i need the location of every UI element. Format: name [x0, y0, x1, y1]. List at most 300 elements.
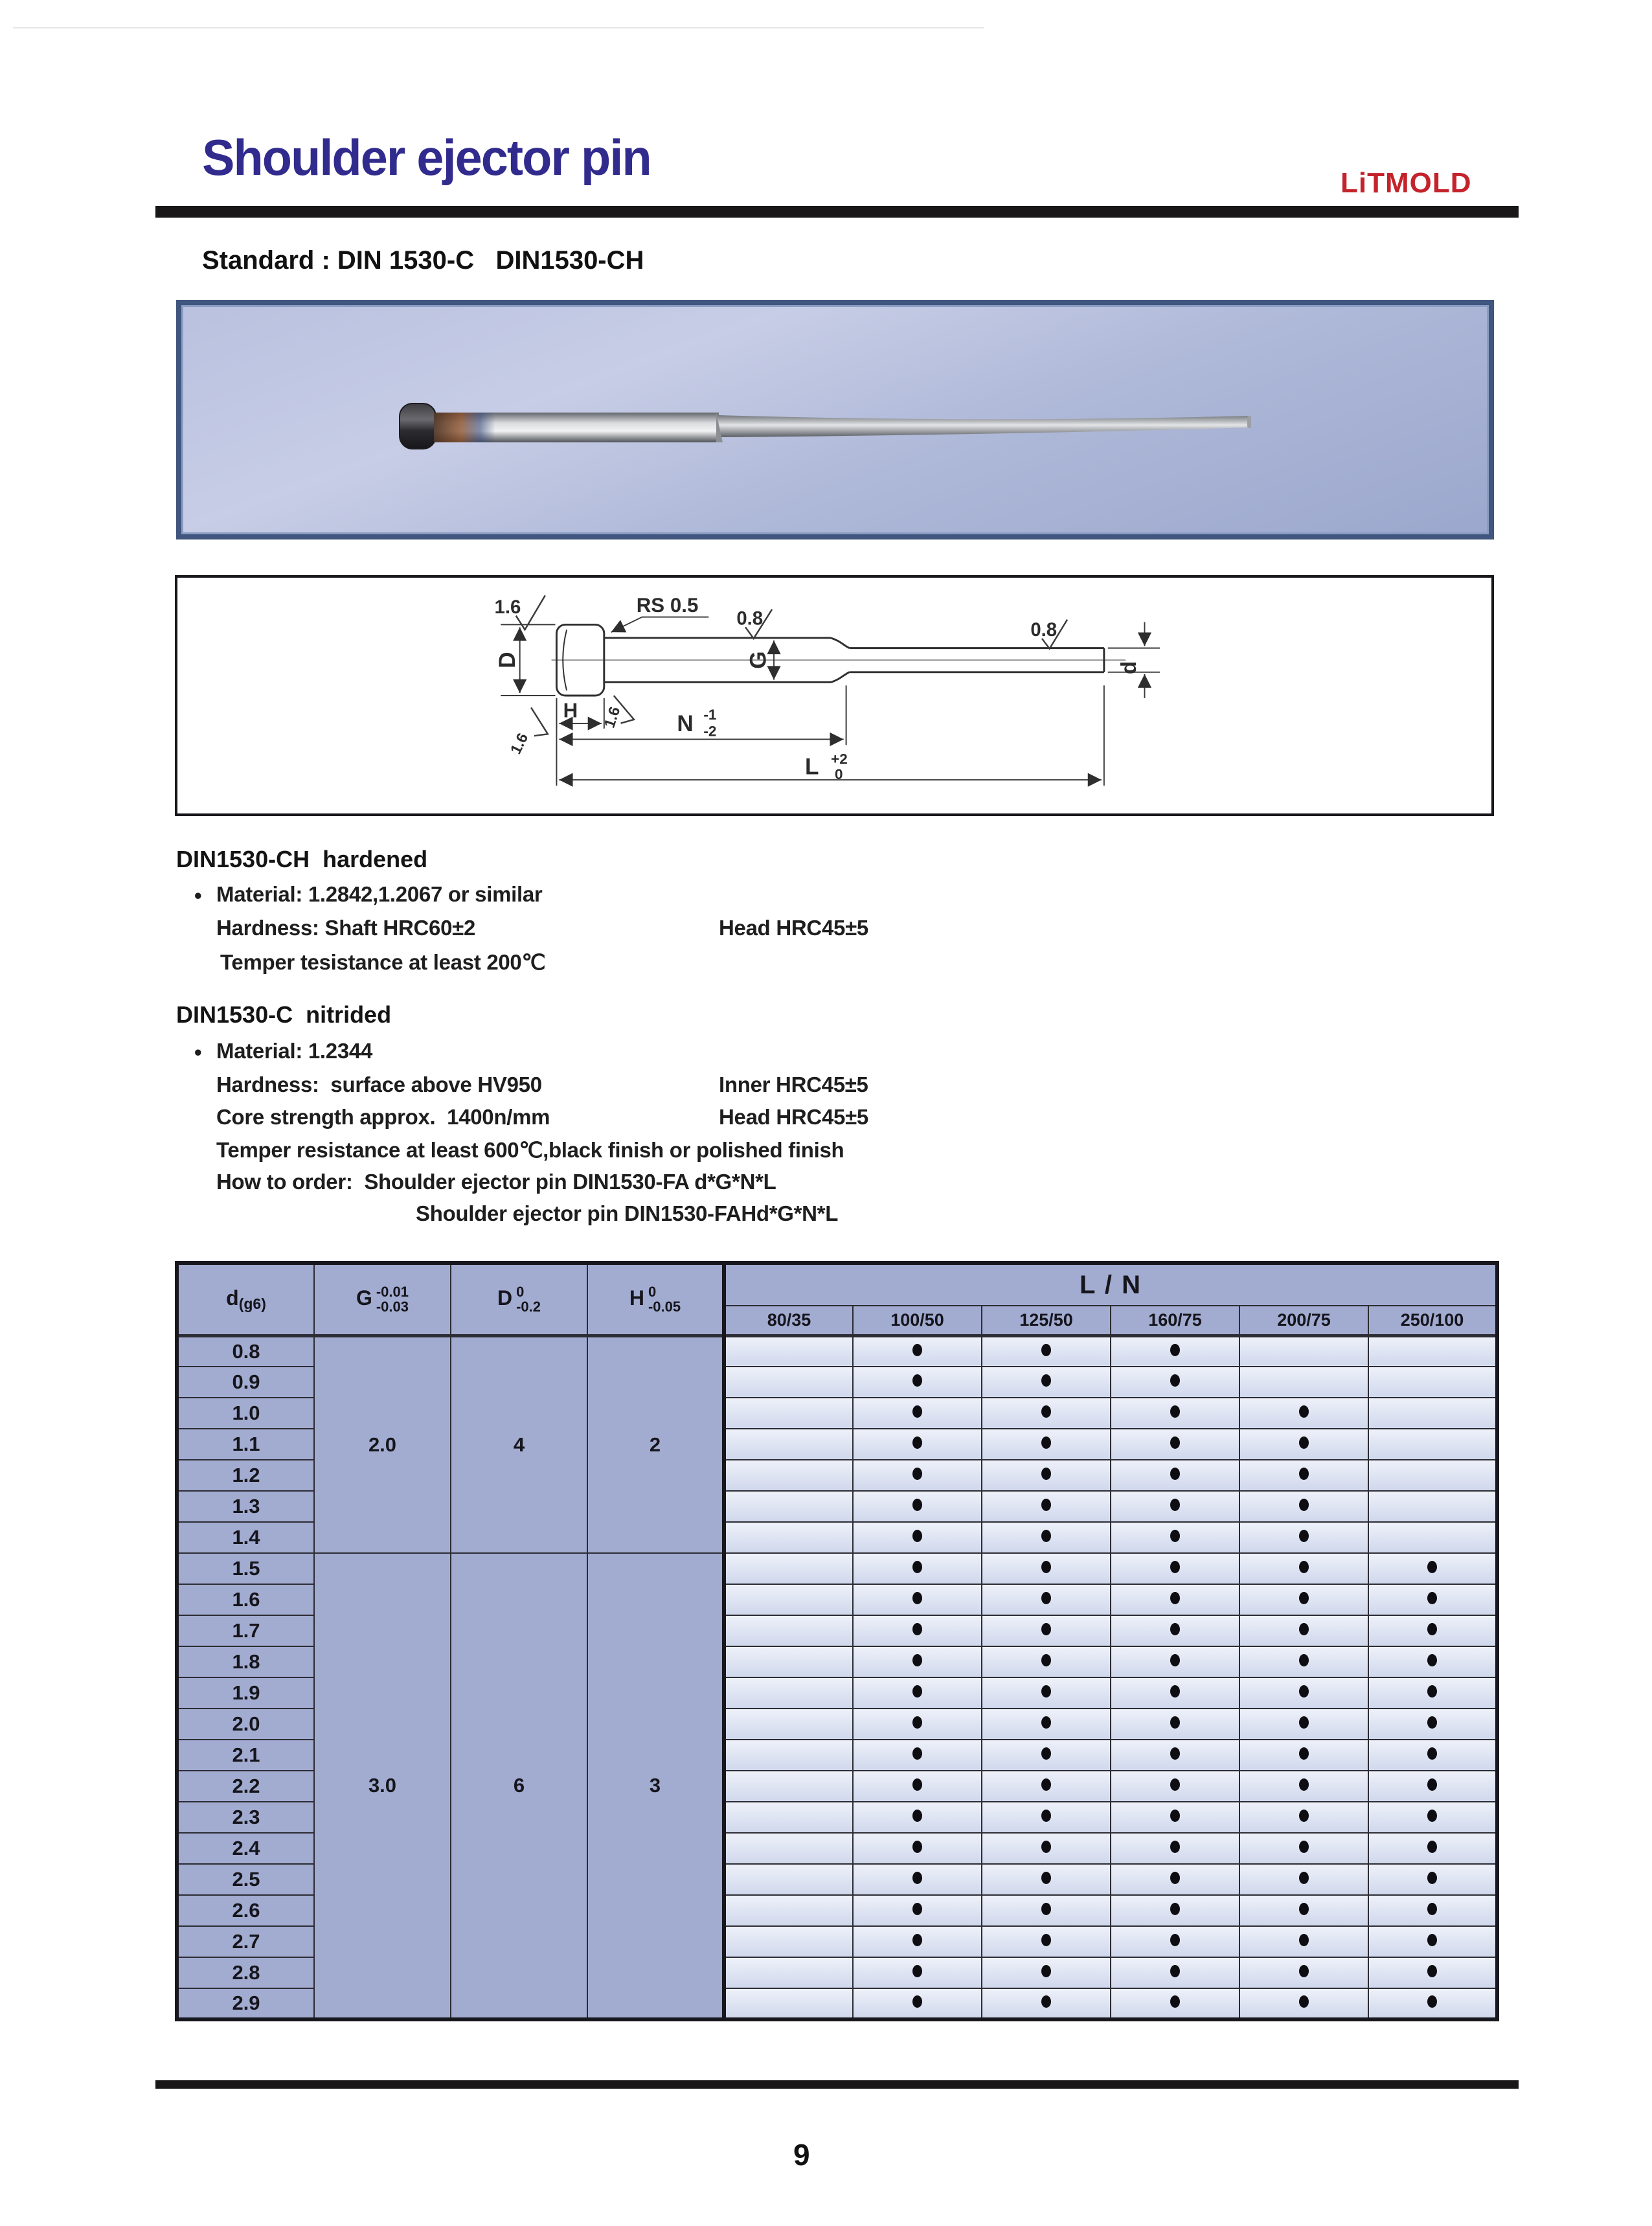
d-value-cell: 1.0	[177, 1398, 314, 1429]
d-value-cell: 1.5	[177, 1553, 314, 1584]
avail-cell	[982, 1957, 1111, 1988]
dot-icon	[912, 1965, 922, 1977]
avail-cell	[724, 1864, 853, 1895]
avail-cell	[1111, 1367, 1239, 1398]
avail-cell	[1239, 1491, 1368, 1522]
d-value-cell: 2.8	[177, 1957, 314, 1988]
col-header-100/50: 100/50	[853, 1306, 982, 1335]
dot-icon	[1041, 1530, 1051, 1542]
dot-icon	[1041, 1405, 1051, 1418]
dot-icon	[1041, 1965, 1051, 1977]
dot-icon	[1170, 1374, 1180, 1387]
avail-cell	[853, 1398, 982, 1429]
dot-icon	[1041, 1685, 1051, 1698]
dot-icon	[1041, 1437, 1051, 1449]
avail-cell	[1111, 1460, 1239, 1491]
avail-cell	[1368, 1926, 1497, 1957]
avail-cell	[982, 1522, 1111, 1553]
label-l-tol-lower: 0	[834, 766, 843, 783]
nitrided-temper: Temper resistance at least 600℃,black finish or polished finish	[216, 1138, 844, 1162]
dot-icon	[912, 1995, 922, 2008]
avail-cell	[982, 1771, 1111, 1802]
avail-cell	[1239, 1335, 1368, 1367]
dot-icon	[912, 1685, 922, 1698]
dot-icon	[1427, 1778, 1437, 1791]
col-header-G	[314, 1263, 451, 1335]
dot-icon	[1427, 1965, 1437, 1977]
dot-icon	[912, 1716, 922, 1729]
avail-cell	[982, 1615, 1111, 1646]
label-n-tol-upper: -1	[703, 707, 717, 723]
dot-icon	[1170, 1872, 1180, 1884]
col-header-G-tolerance: -0.01 -0.03	[376, 1283, 409, 1315]
avail-cell	[853, 1367, 982, 1398]
dot-icon	[1299, 1530, 1309, 1542]
dot-icon	[912, 1468, 922, 1480]
dot-icon	[1427, 1934, 1437, 1946]
avail-cell	[1239, 1988, 1368, 2019]
avail-cell	[1111, 1864, 1239, 1895]
avail-cell	[853, 1988, 982, 2019]
dot-icon	[1299, 1499, 1309, 1511]
group-D-value: 6	[451, 1553, 587, 2019]
dot-icon	[1041, 1778, 1051, 1791]
avail-cell	[724, 1615, 853, 1646]
dot-icon	[1427, 1995, 1437, 2008]
avail-cell	[724, 1491, 853, 1522]
avail-cell	[1368, 1988, 1497, 2019]
avail-cell	[1368, 1833, 1497, 1864]
dot-icon	[1299, 1995, 1309, 2008]
avail-cell	[724, 1709, 853, 1740]
label-finish-head-left: 1.6	[506, 730, 532, 757]
d-value-cell: 1.8	[177, 1646, 314, 1677]
avail-cell	[724, 1771, 853, 1802]
avail-cell	[724, 1646, 853, 1677]
page-title: Shoulder ejector pin	[202, 129, 651, 186]
dot-icon	[1170, 1934, 1180, 1946]
dot-icon	[1299, 1934, 1309, 1946]
d-value-cell: 2.4	[177, 1833, 314, 1864]
hardened-temper: Temper tesistance at least 200℃	[220, 950, 546, 974]
dot-icon	[1041, 1499, 1051, 1511]
avail-cell	[1239, 1522, 1368, 1553]
dot-icon	[912, 1405, 922, 1418]
dot-icon	[1170, 1530, 1180, 1542]
avail-cell	[1368, 1367, 1497, 1398]
dot-icon	[1170, 1561, 1180, 1573]
hardened-hardness: Hardness: Shaft HRC60±2	[216, 916, 475, 940]
avail-cell	[724, 1833, 853, 1864]
dot-icon	[912, 1872, 922, 1884]
avail-cell	[1111, 1646, 1239, 1677]
dot-icon	[1427, 1841, 1437, 1853]
avail-cell	[1368, 1584, 1497, 1615]
d-value-cell: 2.2	[177, 1771, 314, 1802]
avail-cell	[982, 1833, 1111, 1864]
avail-cell	[853, 1926, 982, 1957]
dot-icon	[912, 1654, 922, 1666]
d-value-cell: 2.3	[177, 1802, 314, 1833]
label-finish-shoulder: 0.8	[736, 608, 764, 630]
avail-cell	[1111, 1398, 1239, 1429]
nitrided-core: Core strength approx. 1400n/mm	[216, 1105, 550, 1129]
avail-cell	[1368, 1553, 1497, 1584]
label-dim-H: H	[563, 699, 578, 722]
avail-cell	[1368, 1615, 1497, 1646]
nitrided-hardness-inner: Inner HRC45±5	[719, 1073, 868, 1096]
avail-cell	[1368, 1398, 1497, 1429]
dot-icon	[912, 1841, 922, 1853]
avail-cell	[1368, 1864, 1497, 1895]
dot-icon	[912, 1499, 922, 1511]
dot-icon	[912, 1530, 922, 1542]
group-H-value: 3	[587, 1553, 724, 2019]
avail-cell	[1111, 1895, 1239, 1926]
avail-cell	[982, 1802, 1111, 1833]
avail-cell	[853, 1895, 982, 1926]
dot-icon	[912, 1747, 922, 1760]
avail-cell	[1111, 1988, 1239, 2019]
dot-icon	[1299, 1405, 1309, 1418]
dot-icon	[912, 1903, 922, 1915]
avail-cell	[853, 1957, 982, 1988]
avail-cell	[1239, 1895, 1368, 1926]
hardened-hardness-head: Head HRC45±5	[719, 916, 868, 940]
scan-artifact-line	[13, 27, 984, 28]
avail-cell	[982, 1740, 1111, 1771]
avail-cell	[853, 1864, 982, 1895]
avail-cell	[724, 1584, 853, 1615]
avail-cell	[1239, 1957, 1368, 1988]
hardened-material: Material: 1.2842,1.2067 or similar	[216, 882, 543, 906]
col-header-D-tolerance: 0 -0.2	[516, 1283, 541, 1315]
dot-icon	[1427, 1592, 1437, 1604]
dot-icon	[1041, 1654, 1051, 1666]
avail-cell	[1239, 1833, 1368, 1864]
label-finish-head-face: 1.6	[600, 704, 624, 730]
avail-cell	[1111, 1833, 1239, 1864]
col-d-label: d	[226, 1286, 239, 1310]
avail-cell	[982, 1335, 1111, 1367]
avail-cell	[1239, 1398, 1368, 1429]
avail-cell	[1368, 1802, 1497, 1833]
d-value-cell: 2.7	[177, 1926, 314, 1957]
label-dim-D: D	[494, 652, 520, 668]
dot-icon	[912, 1374, 922, 1387]
d-value-cell: 1.7	[177, 1615, 314, 1646]
product-photo-panel	[176, 300, 1494, 539]
ejector-pin-photo	[181, 305, 1489, 534]
avail-cell	[1239, 1740, 1368, 1771]
avail-cell	[724, 1367, 853, 1398]
technical-drawing-panel	[175, 575, 1494, 816]
avail-cell	[853, 1709, 982, 1740]
avail-cell	[1368, 1740, 1497, 1771]
avail-cell	[724, 1429, 853, 1460]
section-hardened-heading: DIN1530-CH hardened	[176, 846, 428, 872]
col-header-H-label: H	[629, 1286, 644, 1310]
avail-cell	[1368, 1335, 1497, 1367]
dot-icon	[1170, 1841, 1180, 1853]
avail-cell	[853, 1833, 982, 1864]
avail-cell	[1111, 1553, 1239, 1584]
avail-cell	[982, 1926, 1111, 1957]
pin-temper-colors	[434, 413, 495, 442]
dot-icon	[1041, 1623, 1051, 1635]
avail-cell	[1111, 1802, 1239, 1833]
avail-cell	[724, 1740, 853, 1771]
page-number: 9	[793, 2138, 810, 2172]
d-value-cell: 1.4	[177, 1522, 314, 1553]
d-value-cell: 0.9	[177, 1367, 314, 1398]
pin-shaft	[718, 415, 1250, 437]
d-value-cell: 2.6	[177, 1895, 314, 1926]
avail-cell	[1111, 1335, 1239, 1367]
dot-icon	[912, 1344, 922, 1356]
d-value-cell: 2.1	[177, 1740, 314, 1771]
avail-cell	[724, 1677, 853, 1709]
dot-icon	[912, 1623, 922, 1635]
col-header-D-label: D	[497, 1286, 513, 1310]
label-radius: RS 0.5	[636, 593, 699, 617]
avail-cell	[1239, 1802, 1368, 1833]
dot-icon	[1427, 1872, 1437, 1884]
dot-icon	[912, 1592, 922, 1604]
dot-icon	[1170, 1903, 1180, 1915]
avail-cell	[1239, 1615, 1368, 1646]
nitrided-material: Material: 1.2344	[216, 1039, 373, 1063]
dot-icon	[912, 1778, 922, 1791]
avail-cell	[724, 1988, 853, 2019]
dot-icon	[1170, 1995, 1180, 2008]
avail-cell	[982, 1677, 1111, 1709]
label-dim-d: d	[1116, 661, 1141, 675]
avail-cell	[853, 1584, 982, 1615]
avail-cell	[1368, 1491, 1497, 1522]
dot-icon	[1299, 1810, 1309, 1822]
col-header-G-label: G	[356, 1286, 372, 1310]
dot-icon	[1427, 1561, 1437, 1573]
dot-icon	[1170, 1499, 1180, 1511]
d-value-cell: 1.2	[177, 1460, 314, 1491]
dot-icon	[1299, 1778, 1309, 1791]
roughness-symbols	[516, 595, 1067, 741]
order-line-2: Shoulder ejector pin DIN1530-FAHd*G*N*L	[416, 1201, 839, 1225]
avail-cell	[853, 1522, 982, 1553]
avail-cell	[724, 1957, 853, 1988]
avail-cell	[724, 1522, 853, 1553]
avail-cell	[1111, 1522, 1239, 1553]
dot-icon	[1427, 1716, 1437, 1729]
bullet-icon: •	[194, 1040, 202, 1064]
dot-icon	[1041, 1374, 1051, 1387]
dot-icon	[1427, 1623, 1437, 1635]
dot-icon	[1299, 1747, 1309, 1760]
avail-cell	[1111, 1771, 1239, 1802]
avail-cell	[1111, 1957, 1239, 1988]
avail-cell	[853, 1335, 982, 1367]
col-header-125/50: 125/50	[982, 1306, 1111, 1335]
dot-icon	[1427, 1810, 1437, 1822]
dot-icon	[912, 1437, 922, 1449]
order-line-1: How to order: Shoulder ejector pin DIN1530-FA d*G*N*L	[216, 1170, 776, 1194]
dot-icon	[1427, 1903, 1437, 1915]
dot-icon	[1299, 1716, 1309, 1729]
dot-icon	[1041, 1995, 1051, 2008]
avail-cell	[853, 1802, 982, 1833]
avail-cell	[982, 1895, 1111, 1926]
col-header-250/100: 250/100	[1368, 1306, 1497, 1335]
dot-icon	[1299, 1654, 1309, 1666]
avail-cell	[982, 1367, 1111, 1398]
footer-rule	[155, 2080, 1519, 2089]
col-header-80/35: 80/35	[724, 1306, 853, 1335]
dot-icon	[1427, 1685, 1437, 1698]
avail-cell	[724, 1926, 853, 1957]
dot-icon	[1299, 1685, 1309, 1698]
avail-cell	[1239, 1926, 1368, 1957]
col-header-H-tolerance: 0 -0.05	[648, 1283, 681, 1315]
col-header-160/75: 160/75	[1111, 1306, 1239, 1335]
avail-cell	[1111, 1615, 1239, 1646]
avail-cell	[982, 1584, 1111, 1615]
avail-cell	[1111, 1491, 1239, 1522]
table-row	[177, 1553, 1497, 1584]
avail-cell	[1239, 1429, 1368, 1460]
avail-cell	[982, 1553, 1111, 1584]
avail-cell	[853, 1460, 982, 1491]
avail-cell	[1239, 1367, 1368, 1398]
pin-tip	[1247, 416, 1251, 428]
avail-cell	[853, 1740, 982, 1771]
col-header-d	[177, 1263, 314, 1335]
dot-icon	[912, 1561, 922, 1573]
col-header-D	[451, 1263, 587, 1335]
col-group-LN: L / N	[724, 1263, 1497, 1306]
avail-cell	[1368, 1460, 1497, 1491]
avail-cell	[724, 1802, 853, 1833]
dot-icon	[1170, 1623, 1180, 1635]
avail-cell	[1239, 1646, 1368, 1677]
dot-icon	[1170, 1344, 1180, 1356]
avail-cell	[1111, 1429, 1239, 1460]
avail-cell	[853, 1429, 982, 1460]
brand-logo: LiTMOLD	[1341, 167, 1472, 199]
avail-cell	[853, 1677, 982, 1709]
dot-icon	[1170, 1747, 1180, 1760]
dot-icon	[1170, 1654, 1180, 1666]
d-value-cell: 1.6	[177, 1584, 314, 1615]
dot-icon	[1170, 1778, 1180, 1791]
d-value-cell: 2.0	[177, 1709, 314, 1740]
d-value-cell: 2.5	[177, 1864, 314, 1895]
dot-icon	[1041, 1872, 1051, 1884]
avail-cell	[1239, 1553, 1368, 1584]
avail-cell	[982, 1709, 1111, 1740]
size-availability-table	[175, 1261, 1499, 2021]
dot-icon	[1041, 1468, 1051, 1480]
dot-icon	[1041, 1561, 1051, 1573]
dot-icon	[1170, 1468, 1180, 1480]
avail-cell	[1239, 1584, 1368, 1615]
dot-icon	[1299, 1561, 1309, 1573]
avail-cell	[1368, 1957, 1497, 1988]
avail-cell	[724, 1553, 853, 1584]
dimension-lines	[501, 617, 1160, 786]
avail-cell	[853, 1553, 982, 1584]
dot-icon	[1299, 1437, 1309, 1449]
avail-cell	[853, 1491, 982, 1522]
dot-icon	[1299, 1592, 1309, 1604]
label-dim-G: G	[745, 651, 771, 669]
dot-icon	[1299, 1468, 1309, 1480]
avail-cell	[982, 1864, 1111, 1895]
dot-icon	[1427, 1747, 1437, 1760]
avail-cell	[982, 1491, 1111, 1522]
avail-cell	[1368, 1429, 1497, 1460]
dot-icon	[912, 1934, 922, 1946]
dot-icon	[1041, 1716, 1051, 1729]
avail-cell	[724, 1335, 853, 1367]
avail-cell	[1368, 1677, 1497, 1709]
avail-cell	[1368, 1895, 1497, 1926]
dot-icon	[1170, 1437, 1180, 1449]
col-d-sub: (g6)	[238, 1295, 266, 1312]
avail-cell	[982, 1398, 1111, 1429]
label-n-tol-lower: -2	[703, 723, 717, 740]
dot-icon	[1170, 1685, 1180, 1698]
label-dim-N: N	[677, 710, 694, 736]
avail-cell	[1368, 1709, 1497, 1740]
avail-cell	[1111, 1709, 1239, 1740]
d-value-cell: 1.1	[177, 1429, 314, 1460]
avail-cell	[724, 1460, 853, 1491]
avail-cell	[724, 1895, 853, 1926]
dot-icon	[1170, 1716, 1180, 1729]
group-H-value: 2	[587, 1335, 724, 1553]
dot-icon	[1041, 1903, 1051, 1915]
avail-cell	[1111, 1677, 1239, 1709]
dot-icon	[1041, 1747, 1051, 1760]
avail-cell	[1239, 1677, 1368, 1709]
avail-cell	[1111, 1926, 1239, 1957]
table-row	[177, 1335, 1497, 1367]
avail-cell	[1368, 1771, 1497, 1802]
d-value-cell: 0.8	[177, 1335, 314, 1367]
group-G-value: 3.0	[314, 1553, 451, 2019]
group-G-value: 2.0	[314, 1335, 451, 1553]
label-finish-head-top: 1.6	[494, 596, 521, 618]
dot-icon	[912, 1810, 922, 1822]
avail-cell	[1368, 1522, 1497, 1553]
dot-icon	[1041, 1592, 1051, 1604]
section-nitrided-heading: DIN1530-C nitrided	[176, 1001, 392, 1028]
dot-icon	[1170, 1405, 1180, 1418]
dot-icon	[1170, 1810, 1180, 1822]
avail-cell	[1111, 1584, 1239, 1615]
avail-cell	[853, 1615, 982, 1646]
dot-icon	[1299, 1872, 1309, 1884]
nitrided-hardness: Hardness: surface above HV950	[216, 1073, 542, 1096]
dot-icon	[1041, 1841, 1051, 1853]
avail-cell	[1239, 1709, 1368, 1740]
label-l-tol-upper: +2	[831, 751, 848, 767]
avail-cell	[982, 1460, 1111, 1491]
dot-icon	[1427, 1654, 1437, 1666]
dot-icon	[1041, 1810, 1051, 1822]
d-value-cell: 1.9	[177, 1677, 314, 1709]
